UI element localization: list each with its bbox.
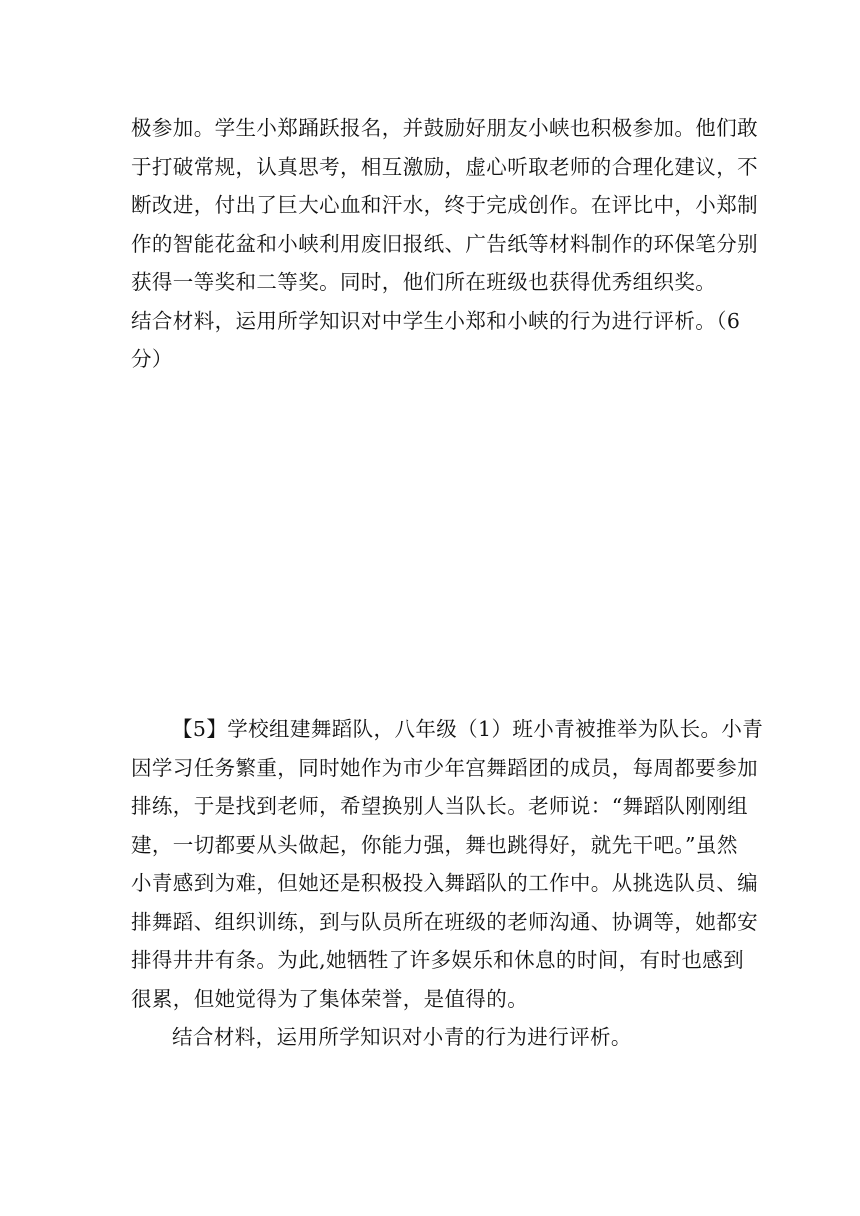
passage-line: 排练，于是找到老师，希望换别人当队长。老师说：“舞蹈队刚刚组 (131, 794, 748, 818)
question-heading-line: 【5】学校组建舞蹈队，八年级（1）班小青被推举为队长。小青 (172, 717, 764, 741)
question-prompt-line: 结合材料，运用所学知识对小青的行为进行评析。 (172, 1025, 632, 1049)
passage-line: 排舞蹈、组织训练，到与队员所在班级的老师沟通、协调等，她都安 (131, 909, 758, 934)
passage-line: 获得一等奖和二等奖。同时，他们所在班级也获得优秀组织奖。 (131, 270, 717, 294)
passage-line: 极参加。学生小郑踊跃报名，并鼓励好朋友小峡也积极参加。他们敢 (131, 116, 758, 140)
passage-line: 建，一切都要从头做起，你能力强，舞也跳得好，就先干吧。”虽然 (131, 832, 738, 857)
passage-line: 很累，但她觉得为了集体荣誉，是值得的。 (131, 986, 529, 1011)
passage-line: 小青感到为难，但她还是积极投入舞蹈队的工作中。从挑选队员、编 (131, 871, 758, 895)
passage-line: 排得井井有条。为此,她牺牲了许多娱乐和休息的时间，有时也感到 (131, 948, 745, 972)
passage-line: 作的智能花盆和小峡利用废旧报纸、广告纸等材料制作的环保笔分别 (131, 231, 758, 256)
passage-line: 因学习任务繁重，同时她作为市少年宫舞蹈团的成员，每周都要参加 (131, 755, 758, 780)
passage-line: 断改进，付出了巨大心血和汗水，终于完成创作。在评比中，小郑制 (131, 193, 758, 217)
question-prompt-line: 分） (131, 347, 173, 371)
question-prompt-line: 结合材料，运用所学知识对中学生小郑和小峡的行为进行评析。（6 (131, 308, 741, 333)
question-5-passage (131, 710, 764, 1057)
question-4-passage (131, 109, 758, 379)
passage-line: 于打破常规，认真思考，相互激励，虚心听取老师的合理化建议，不 (131, 154, 758, 179)
